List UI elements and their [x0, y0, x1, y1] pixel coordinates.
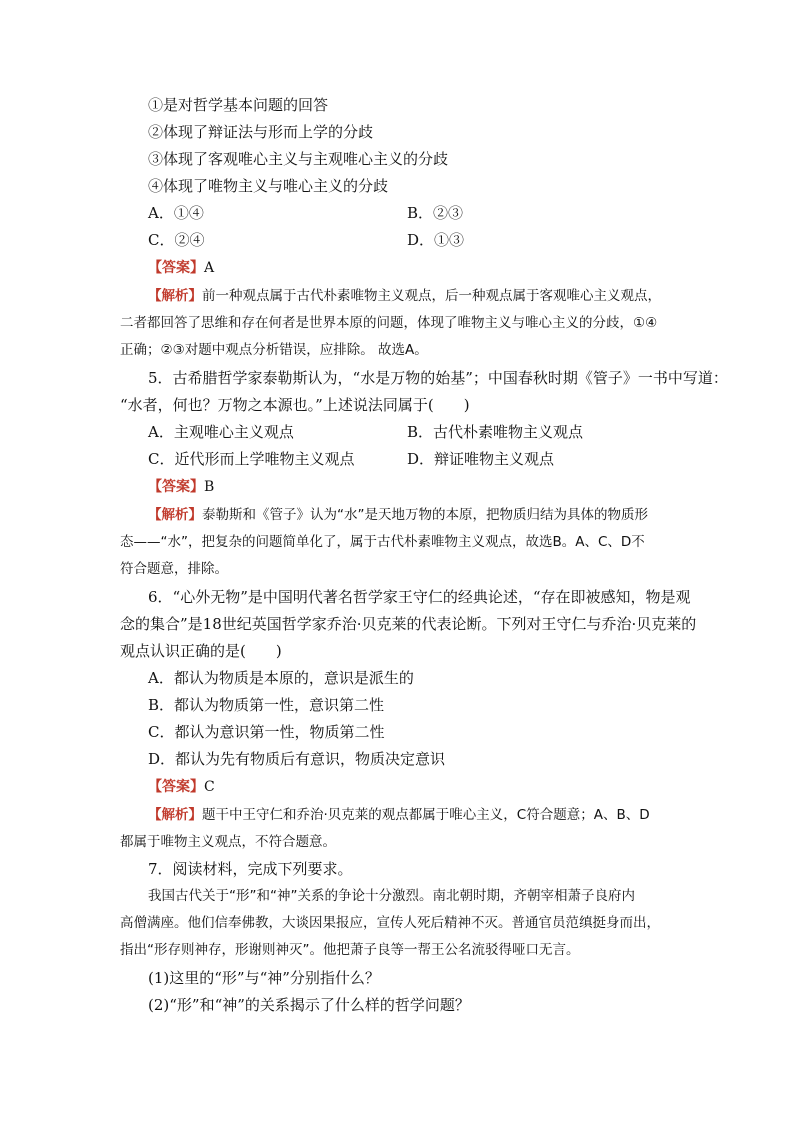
q4-option-b: B．②③: [407, 204, 464, 222]
q7-question-1: (1)这里的“形”与“神”分别指什么？: [148, 969, 380, 987]
q5-option-b: B．古代朴素唯物主义观点: [407, 423, 584, 441]
q4-item-1: ①是对哲学基本问题的回答: [148, 96, 329, 114]
q6-option-d: D．都认为先有物质后有意识，物质决定意识: [148, 750, 446, 768]
q5-explanation-line-2: 态——“水”，把复杂的问题简单化了，属于古代朴素唯物主义观点，故选B。A、C、D不: [120, 534, 645, 550]
q6-stem-line-2: 念的集合”是18世纪英国哲学家乔治·贝克莱的代表论断。下列对王守仁与乔治·贝克莱的: [120, 615, 697, 633]
q5-stem-line-2: “水者，何也？万物之本源也。”上述说法同属于( ): [120, 396, 470, 414]
answer-value: A: [204, 260, 215, 276]
q5-option-d: D．辩证唯物主义观点: [407, 450, 555, 468]
answer-tag: 【答案】: [148, 779, 204, 795]
q7-question-2: (2)“形”和“神”的关系揭示了什么样的哲学问题？: [148, 996, 470, 1014]
q4-option-a: A．①④: [148, 204, 204, 222]
explanation-tag: 【解析】: [148, 807, 202, 823]
q4-item-4: ④体现了唯物主义与唯心主义的分歧: [148, 177, 389, 195]
q7-material-line-1: 我国古代关于“形”和“神”关系的争论十分激烈。南北朝时期，齐朝宰相萧子良府内: [148, 888, 635, 904]
q4-option-c: C．②④: [148, 231, 205, 249]
answer-value: C: [204, 779, 215, 795]
q6-option-b: B．都认为物质第一性，意识第二性: [148, 696, 385, 714]
q5-answer: [148, 477, 214, 497]
q4-explanation-line-1: 【解析】前一种观点属于古代朴素唯物主义观点，后一种观点属于客观唯心主义观点，: [148, 288, 661, 304]
q5-explanation-line-1: 【解析】泰勒斯和《管子》认为“水”是天地万物的本原，把物质归结为具体的物质形: [148, 507, 648, 523]
q6-explanation-line-2: 都属于唯物主义观点，不符合题意。: [120, 834, 336, 850]
q7-material-line-3: 指出“形存则神存，形谢则神灭”。他把萧子良等一帮王公名流驳得哑口无言。: [120, 942, 580, 958]
q6-answer: [148, 777, 215, 797]
answer-tag: 【答案】: [148, 260, 204, 276]
q5-option-c: C．近代形而上学唯物主义观点: [148, 450, 355, 468]
q6-stem-line-3: 观点认识正确的是( ): [120, 642, 282, 660]
q6-stem-line-1: 6．“心外无物”是中国明代著名哲学家王守仁的经典论述，“存在即被感知，物是观: [148, 588, 691, 606]
q5-option-a: A．主观唯心主义观点: [148, 423, 294, 441]
q4-answer: [148, 258, 214, 278]
q7-material-line-2: 高僧满座。他们信奉佛教，大谈因果报应，宣传人死后精神不灭。普通官员范缜挺身而出，: [120, 915, 660, 931]
q7-stem: 7．阅读材料，完成下列要求。: [148, 860, 353, 878]
q4-item-2: ②体现了辩证法与形而上学的分歧: [148, 123, 374, 141]
answer-value: B: [204, 479, 215, 495]
q6-option-a: A．都认为物质是本原的，意识是派生的: [148, 669, 414, 687]
q5-stem-line-1: 5．古希腊哲学家泰勒斯认为，“水是万物的始基”；中国春秋时期《管子》一书中写道：: [148, 369, 728, 387]
explanation-tag: 【解析】: [148, 507, 202, 523]
q6-explanation-line-1: 【解析】题干中王守仁和乔治·贝克莱的观点都属于唯心主义，C符合题意；A、B、D: [148, 807, 650, 823]
q5-explanation-line-3: 符合题意，排除。: [120, 561, 228, 577]
explanation-tag: 【解析】: [148, 288, 202, 304]
answer-tag: 【答案】: [148, 479, 204, 495]
q4-option-d: D．①③: [407, 231, 465, 249]
q4-item-3: ③体现了客观唯心主义与主观唯心主义的分歧: [148, 150, 449, 168]
q4-explanation-line-2: 二者都回答了思维和存在何者是世界本原的问题，体现了唯物主义与唯心主义的分歧，①④: [120, 315, 658, 331]
q6-option-c: C．都认为意识第一性，物质第二性: [148, 723, 385, 741]
q4-explanation-line-3: 正确；②③对题中观点分析错误，应排除。 故选A。: [120, 342, 428, 358]
